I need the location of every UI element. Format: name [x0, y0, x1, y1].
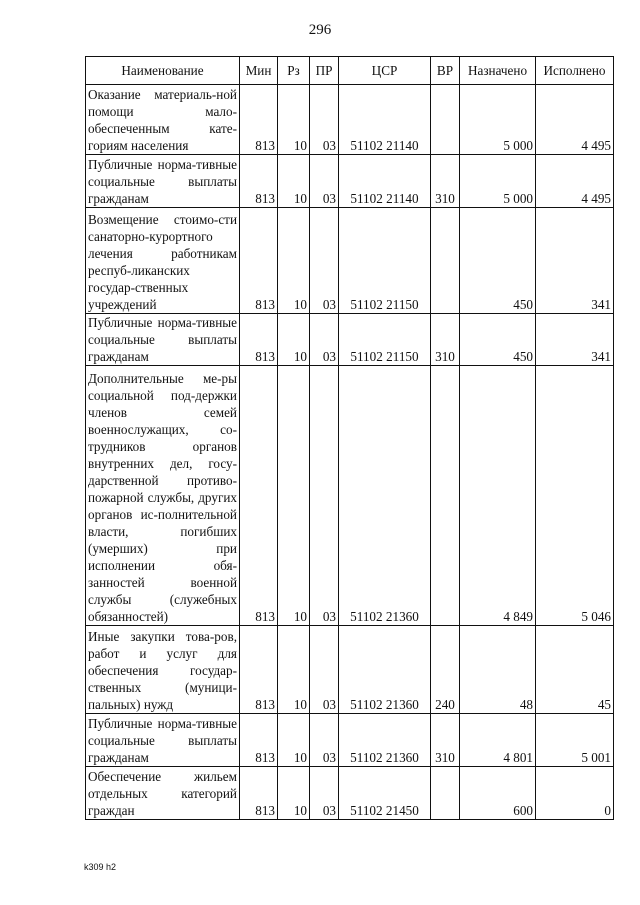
cell-name: Публичные норма-тивные социальные выплаты гражданам	[86, 314, 240, 366]
cell-min: 813	[240, 314, 278, 366]
cell-csr: 51102 21140	[339, 85, 431, 155]
header-assigned: Назначено	[460, 57, 536, 85]
cell-vr: 240	[431, 626, 460, 714]
cell-assigned: 600	[460, 767, 536, 820]
table-row	[86, 314, 614, 366]
cell-pr: 03	[310, 366, 339, 626]
cell-min: 813	[240, 626, 278, 714]
cell-rz: 10	[278, 208, 310, 314]
header-vr: ВР	[431, 57, 460, 85]
cell-pr: 03	[310, 714, 339, 767]
cell-pr: 03	[310, 767, 339, 820]
header-csr: ЦСР	[339, 57, 431, 85]
cell-name: Публичные норма-тивные социальные выплаты гражданам	[86, 155, 240, 208]
header-pr: ПР	[310, 57, 339, 85]
cell-csr: 51102 21140	[339, 155, 431, 208]
table-row	[86, 366, 614, 626]
cell-min: 813	[240, 366, 278, 626]
table-row	[86, 155, 614, 208]
cell-name: Возмещение стоимо-сти санаторно-курортного лечения работникам респуб-ликанских государ-ственных учреждений	[86, 208, 240, 314]
cell-pr: 03	[310, 155, 339, 208]
cell-name: Оказание материаль-ной помощи мало-обеспеченным кате-гориям населения	[86, 85, 240, 155]
cell-min: 813	[240, 155, 278, 208]
cell-csr: 51102 21150	[339, 208, 431, 314]
cell-executed: 0	[536, 767, 614, 820]
cell-vr	[431, 767, 460, 820]
cell-executed: 341	[536, 314, 614, 366]
cell-csr: 51102 21360	[339, 714, 431, 767]
table-row	[86, 767, 614, 820]
cell-rz: 10	[278, 314, 310, 366]
cell-executed: 5 046	[536, 366, 614, 626]
cell-vr	[431, 85, 460, 155]
cell-name: Публичные норма-тивные социальные выплаты гражданам	[86, 714, 240, 767]
cell-name: Обеспечение жильем отдельных категорий граждан	[86, 767, 240, 820]
header-executed: Исполнено	[536, 57, 614, 85]
table-row	[86, 85, 614, 155]
budget-table	[85, 56, 614, 820]
cell-rz: 10	[278, 626, 310, 714]
table-row	[86, 208, 614, 314]
cell-name: Иные закупки това-ров, работ и услуг для обеспечения государ-ственных (муници-пальных) нужд	[86, 626, 240, 714]
cell-executed: 341	[536, 208, 614, 314]
cell-assigned: 5 000	[460, 85, 536, 155]
cell-csr: 51102 21360	[339, 626, 431, 714]
table-header-row	[86, 57, 614, 85]
cell-executed: 45	[536, 626, 614, 714]
cell-executed: 4 495	[536, 155, 614, 208]
cell-assigned: 48	[460, 626, 536, 714]
cell-min: 813	[240, 208, 278, 314]
cell-executed: 5 001	[536, 714, 614, 767]
cell-vr: 310	[431, 714, 460, 767]
cell-assigned: 450	[460, 208, 536, 314]
cell-assigned: 450	[460, 314, 536, 366]
cell-assigned: 4 849	[460, 366, 536, 626]
cell-pr: 03	[310, 85, 339, 155]
cell-vr	[431, 366, 460, 626]
cell-rz: 10	[278, 155, 310, 208]
cell-name: Дополнительные ме-ры социальной под-держки членов семей военнослужащих, со-трудников органов внутренних дел, госу-дарственной противо-пожарной службы, других органов ис-полнительной власти, погибших (умерших) при исполнении обя-занностей военной службы (служебных обязанностей)	[86, 366, 240, 626]
cell-pr: 03	[310, 208, 339, 314]
cell-pr: 03	[310, 626, 339, 714]
cell-assigned: 5 000	[460, 155, 536, 208]
cell-pr: 03	[310, 314, 339, 366]
table-row	[86, 626, 614, 714]
table-row	[86, 714, 614, 767]
header-name: Наименование	[86, 57, 240, 85]
cell-vr	[431, 208, 460, 314]
cell-min: 813	[240, 85, 278, 155]
cell-vr: 310	[431, 314, 460, 366]
cell-rz: 10	[278, 714, 310, 767]
cell-csr: 51102 21360	[339, 366, 431, 626]
cell-rz: 10	[278, 85, 310, 155]
cell-assigned: 4 801	[460, 714, 536, 767]
cell-min: 813	[240, 714, 278, 767]
cell-executed: 4 495	[536, 85, 614, 155]
cell-csr: 51102 21450	[339, 767, 431, 820]
cell-rz: 10	[278, 366, 310, 626]
header-rz: Рз	[278, 57, 310, 85]
cell-csr: 51102 21150	[339, 314, 431, 366]
header-min: Мин	[240, 57, 278, 85]
page-number: 296	[308, 22, 332, 38]
cell-vr: 310	[431, 155, 460, 208]
cell-rz: 10	[278, 767, 310, 820]
cell-min: 813	[240, 767, 278, 820]
footer-code: k309 h2	[84, 862, 117, 872]
